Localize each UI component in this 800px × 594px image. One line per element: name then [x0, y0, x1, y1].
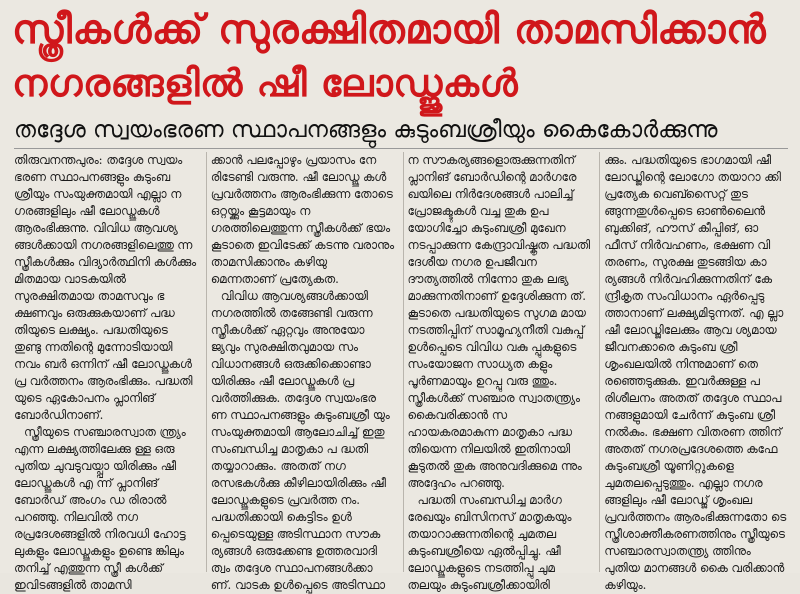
article-column-1 — [10, 152, 202, 592]
article-body — [10, 152, 792, 592]
subheadline: തദ്ദേശ സ്വയംഭരണ സ്ഥാപനങ്ങളും കുടുംബശ്രീയും കൈകോർക്കുന്നു — [14, 112, 788, 149]
article-column-4 — [599, 152, 792, 592]
headline-line-1: സ്ത്രീകൾക്ക് സുരക്ഷിതമായി താമസിക്കാൻ — [12, 7, 767, 53]
article-paragraph: സ്ത്രീയുടെ സഞ്ചാരസ്വാത ന്ത്ര്യം എന്ന ലക്ഷ്യത്തിലേക്കു ള്ള ഒരു പുതിയ ചുവടുവയ്പ്പാ യിരിക്കും ഷീ ലോഡ്ജുകൾ എ ന്ന് പ്ലാനിങ് ബോർഡ് അംഗം ഡ രിരാൽ പറഞ്ഞു. നിലവിൽ നഗ രപ്രദേശങ്ങളിൽ നിരവധി ഹോട്ട ലുകളും ലോഡ്ജുകളും ഉണ്ടെ ങ്കിലും തനിച്ച് എത്തുന്ന സ്ത്രീ കൾക്ക് ഇവിടങ്ങളിൽ താമസി — [14, 425, 186, 592]
article-paragraph: തിരുവനന്തപുരം: തദ്ദേശ സ്വയം ഭരണ സ്ഥാപനങ്ങളും കുടുംബ ശ്രീയും സംയുക്തമായി എല്ലാ ന ഗരങ്ങളിലും ഷീ ലോഡ്ജുകൾ ആരംഭിക്കുന്നു. വിവിധ ആവശ്യ ങ്ങൾക്കായി നഗരങ്ങളിലെത്തു ന്ന സ്ത്രീകൾക്കും വിദ്യാർത്ഥിനി കൾക്കും മിതമായ വാടകയിൽ സുരക്ഷിതമായ താമസവും ഭ ക്ഷണവും ഒരുക്കുകയാണ് പദ്ധ തിയുടെ ലക്ഷ്യം. പദ്ധതിയുടെ തുണ്ടു ന്നതിന്റെ മുന്നോടിയായി നവം ബർ ഒന്നിന് ഷീ ലോഡ്ജുകൾ പ്ര വർത്തനം ആരംഭിക്കും. പദ്ധതി യുടെ ഏകോപനം പ്ലാനിങ് ബോർഡിനാണ്. — [14, 153, 197, 422]
article-paragraph: ക്കാൻ പലപ്പോഴും പ്രയാസം നേ രിടേണ്ടി വരുന്നു. ഷീ ലോഡ്ജു കൾ പ്രവർത്തനം ആരംഭിക്കുന്ന തോടെ ഒറ്റയ്ക്കും കൂട്ടമായും ന ഗരത്തിലെത്തുന്ന സ്ത്രീകൾക്ക് ഭയം കൂടാതെ ഇവിടേക്ക് കടന്നു വരാനും താമസിക്കാനും കഴിയു മെന്നതാണ് പ്രത്യേകത. — [210, 153, 395, 286]
article-paragraph: വിവിധ ആവശ്യങ്ങൾക്കായി നഗരത്തിൽ തങ്ങേണ്ടി വരുന്ന സ്ത്രീകൾക്ക് ഏറ്റവും അനുയോ ജ്യവും സുരക്ഷിതവുമായ സം വിധാനങ്ങൾ ഒരുക്കിക്കൊണ്ടാ യിരിക്കും ഷീ ലോഡ്ജുകൾ പ്ര വർത്തിക്കുക. തദ്ദേശ സ്വയംഭര ണ സ്ഥാപനങ്ങളും കുടുംബശ്രീ യും സംയുക്തമായി ആലോചിച്ച് ഇതു സംബന്ധിച്ച മാതൃകാ പ ദ്ധതി തയ്യാറാക്കും. അതത് നഗ രസഭകൾക്കു കീഴിലായിരിക്കും ഷീ ലോഡ്ജുകളുടെ പ്രവർത്ത നം. പദ്ധതിക്കായി കെട്ടിടം ഉൾ പ്പെടെയുള്ള അടിസ്ഥാന സൗക ര്യങ്ങൾ ഒരുക്കേണ്ട ഉത്തരവാദി ത്വം തദ്ദേശ സ്ഥാപനങ്ങൾക്കാ ണ്. വാടക ഉൾപ്പെടെ അടിസ്ഥാ — [210, 289, 390, 592]
article-column-2 — [206, 152, 399, 592]
headline-line-2: നഗരങ്ങളിൽ ഷീ ലോഡ്ജുകൾ — [12, 61, 519, 105]
article-paragraph: ക്കും. പദ്ധതിയുടെ ഭാഗമായി ഷീ ലോഡ്ജിന്റെ ലോഗോ തയാറാ ക്കി പ്രത്യേക വെബ്സൈറ്റ് തുട ങ്ങുന്നതുൾപ്പെടെ ഓൺലൈൻ ബുക്കിങ്, ഹൗസ് കീപ്പിങ്, ഓ ഫീസ് നിർവഹണം, ഭക്ഷണ വി തരണം, സുരക്ഷ തുടങ്ങിയ കാ ര്യങ്ങൾ നിർവഹിക്കുന്നതിന് കേ ന്ദ്രീകൃത സംവിധാനം ഏർപ്പെടു ത്താനാണ് ലക്ഷ്യമിടുന്നത്. എ ല്ലാ ഷീ ലോഡ്ജിലേക്കും ആവ ശ്യമായ ജീവനക്കാരെ കുടുംബ ശ്രീ ശൃംഖലയിൽ നിന്നുമാണ് തെ രഞ്ഞെടുക്കുക. ഇവർക്കുള്ള പ രിശീലനം അതത് തദ്ദേശ സ്ഥാപ നങ്ങളുമായി ചേർന്ന് കുടുംബ ശ്രീ നൽകും. ഭക്ഷണ വിതരണ ത്തിന് അതത് നഗരപ്രദേശത്തെ കഫേ കുടുംബശ്രീ യൂണിറ്റുകളെ ചുമതലപ്പെടുത്തും. എല്ലാ നഗര ങ്ങളിലും ഷീ ലോഡ്ജ് ശൃംഖല പ്രവർത്തനം ആരംഭിക്കുന്നതോ ടെ സ്ത്രീശാക്തീകരണത്തിനും സ്ത്രീയുടെ സഞ്ചാരസ്വാതന്ത്ര്യ ത്തിനും പുതിയ മാനങ്ങൾ കൈ വരിക്കാൻ കഴിയും. — [604, 153, 787, 592]
article-paragraph: ന സൗകര്യങ്ങളൊരുക്കുന്നതിന് പ്ലാനിങ് ബോർഡിന്റെ മാർഗരേ ഖയിലെ നിർദേശങ്ങൾ പാലിച്ച് പ്രോജക്ടുകൾ വച്ച തുക ഉപ യോഗിച്ചോ കുടുംബശ്രീ മുഖേന നടപ്പാക്കുന്ന കേന്ദ്രാവിഷ്കൃത പദ്ധതി ദേശീയ നഗര ഉപജീവന ദൗത്യത്തിൽ നിന്നോ തുക ലഭ്യ മാക്കുന്നതിനാണ് ഉദ്ദേശിക്കുന്ന ത്. കൂടാതെ പദ്ധതിയുടെ സുഗമ മായ നടത്തിപ്പിന് സാമൂഹ്യനീതി വകുപ്പ് ഉൾപ്പെടെ വിവിധ വകു പ്പുകളുടെ സംയോജന സാധ്യത കളും പൂർണമായും ഉറപ്പു വരു ത്തും. സ്ത്രീകൾക്ക് സഞ്ചാര സ്വാതന്ത്ര്യം കൈവരിക്കാൻ സ ഹായകരമാകുന്ന മാതൃകാ പദ്ധ തിയെന്ന നിലയിൽ ഇതിനായി കൂടുതൽ തുക അനുവദിക്കുമെ ന്നും അദ്ദേഹം പറഞ്ഞു. — [407, 153, 591, 490]
article-column-3 — [403, 152, 596, 592]
article-paragraph: പദ്ധതി സംബന്ധിച്ച മാർഗ രേഖയും ബിസിനസ് മാതൃകയും തയാറാക്കുന്നതിന്റെ ചുമതല കുടുംബശ്രീയെ ഏൽപ്പിച്ചു. ഷീ ലോഡ്ജുകളുടെ നടത്തിപ്പു ചുമ തലയും കുടുംബശ്രീക്കായിരി — [407, 493, 572, 592]
